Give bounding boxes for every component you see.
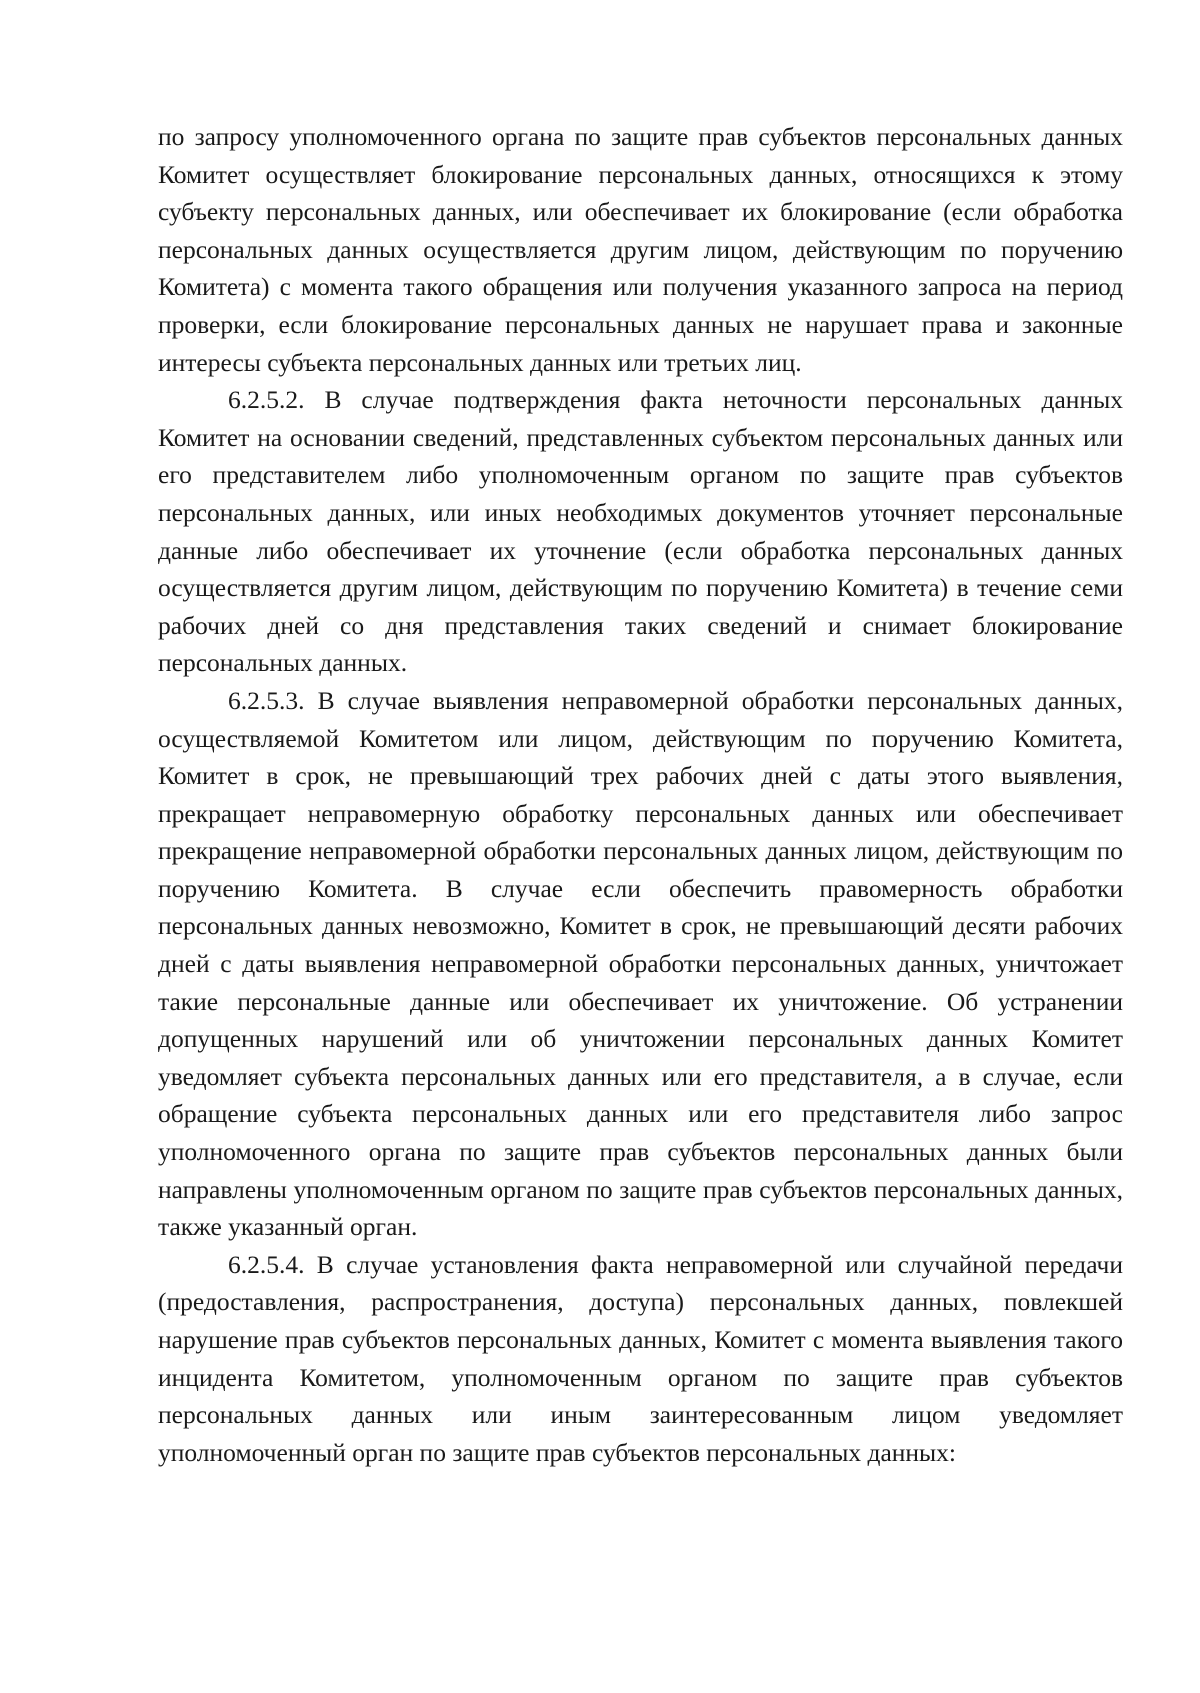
paragraph-6-2-5-3: 6.2.5.3. В случае выявления неправомерной обработки персональных данных, осуществляемой Комитетом или лицом, действующим по поручению Комитета, Комитет в срок, не превышающий трех рабочих дней с даты этого выявления, прекращает неправомерную обработку персональных данных или обеспечивает прекращение неправомерной обработки персональных данных лицом, действующим по поручению Комитета. В случае если обеспечить правомерность обработки персональных данных невозможно, Комитет в срок, не превышающий десяти рабочих дней с даты выявления неправомерной обработки персональных данных, уничтожает такие персональные данные или обеспечивает их уничтожение. Об устранении допущенных нарушений или об уничтожении персональных данных Комитет уведомляет субъекта персональных данных или его представителя, а в случае, если обращение субъекта персональных данных или его представителя либо запрос уполномоченного органа по защите прав субъектов персональных данных были направлены уполномоченным органом по защите прав субъектов персональных данных, также указанный орган.	[158, 685, 1123, 1242]
paragraph-6-2-5-2: 6.2.5.2. В случае подтверждения факта неточности персональных данных Комитет на основании сведений, представленных субъектом персональных данных или его представителем либо уполномоченным органом по защите прав субъектов персональных данных, или иных необходимых документов уточняет персональные данные либо обеспечивает их уточнение (если обработка персональных данных осуществляется другим лицом, действующим по поручению Комитета) в течение семи рабочих дней со дня представления таких сведений и снимает блокирование персональных данных.	[158, 385, 1123, 678]
document-page	[158, 118, 1123, 1471]
paragraph-continuation: по запросу уполномоченного органа по защите прав субъектов персональных данных Комитет осуществляет блокирование персональных данных, относящихся к этому субъекту персональных данных, или обеспечивает их блокирование (если обработка персональных данных осуществляется другим лицом, действующим по поручению Комитета) с момента такого обращения или получения указанного запроса на период проверки, если блокирование персональных данных не нарушает права и законные интересы субъекта персональных данных или третьих лиц.	[158, 122, 1123, 377]
paragraph-6-2-5-4: 6.2.5.4. В случае установления факта неправомерной или случайной передачи (предоставления, распространения, доступа) персональных данных, повлекшей нарушение прав субъектов персональных данных, Комитет с момента выявления такого инцидента Комитетом, уполномоченным органом по защите прав субъектов персональных данных или иным заинтересованным лицом уведомляет уполномоченный орган по защите прав субъектов персональных данных:	[158, 1249, 1123, 1467]
